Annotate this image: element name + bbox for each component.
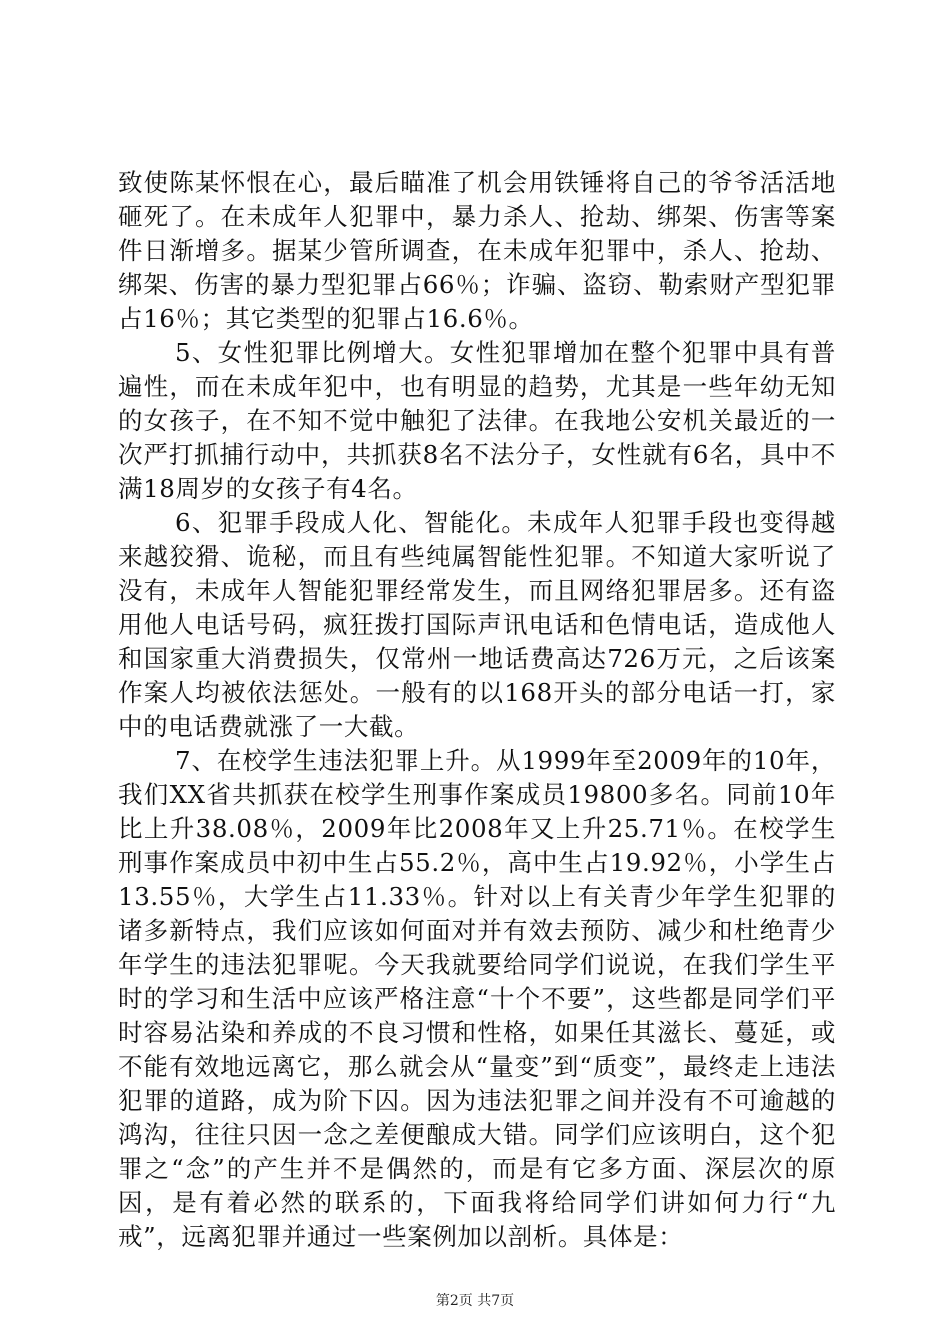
document-body [118, 166, 836, 1254]
paragraph-point-5: 5、女性犯罪比例增大。女性犯罪增加在整个犯罪中具有普遍性，而在未成年犯中，也有明显的趋势，尤其是一些年幼无知的女孩子，在不知不觉中触犯了法律。在我地公安机关最近的一次严打抓捕行动中，共抓获8名不法分子，女性就有6名，具中不满18周岁的女孩子有4名。 [118, 338, 836, 503]
paragraph-intro-continuation: 致使陈某怀恨在心，最后瞄准了机会用铁锤将自己的爷爷活活地砸死了。在未成年人犯罪中，暴力杀人、抢劫、绑架、伤害等案件日渐增多。据某少管所调查，在未成年犯罪中，杀人、抢劫、绑架、伤害的暴力型犯罪占66％；诈骗、盗窃、勒索财产型犯罪占16％；其它类型的犯罪占16.6％。 [118, 168, 836, 333]
page-number-footer: 第2页 共7页 [435, 1293, 515, 1309]
paragraph-point-7: 7、在校学生违法犯罪上升。从1999年至2009年的10年，我们XX省共抓获在校学生刑事作案成员19800多名。同前10年比上升38.08％，2009年比2008年又上升25.71％。在校学生刑事作案成员中初中生占55.2％，高中生占19.92％，小学生占13.55％，大学生占11.33％。针对以上有关青少年学生犯罪的诸多新特点，我们应该如何面对并有效去预防、减少和杜绝青少年学生的违法犯罪呢。今天我就要给同学们说说，在我们学生平时的学习和生活中应该严格注意“十个不要”，这些都是同学们平时容易沾染和养成的不良习惯和性格，如果任其滋长、蔓延，或不能有效地远离它，那么就会从“量变”到“质变”，最终走上违法犯罪的道路，成为阶下囚。因为违法犯罪之间并没有不可逾越的鸿沟，往往只因一念之差便酿成大错。同学们应该明白，这个犯罪之“念”的产生并不是偶然的，而是有它多方面、深层次的原因，是有着必然的联系的，下面我将给同学们讲如何力行“九戒”，远离犯罪并通过一些案例加以剖析。具体是： [118, 746, 836, 1251]
paragraph-point-6: 6、犯罪手段成人化、智能化。未成年人犯罪手段也变得越来越狡猾、诡秘，而且有些纯属智能性犯罪。不知道大家听说了没有，未成年人智能犯罪经常发生，而且网络犯罪居多。还有盗用他人电话号码，疯狂拨打国际声讯电话和色情电话，造成他人和国家重大消费损失，仅常州一地话费高达726万元，之后该案作案人均被依法惩处。一般有的以168开头的部分电话一打，家中的电话费就涨了一大截。 [118, 508, 836, 741]
